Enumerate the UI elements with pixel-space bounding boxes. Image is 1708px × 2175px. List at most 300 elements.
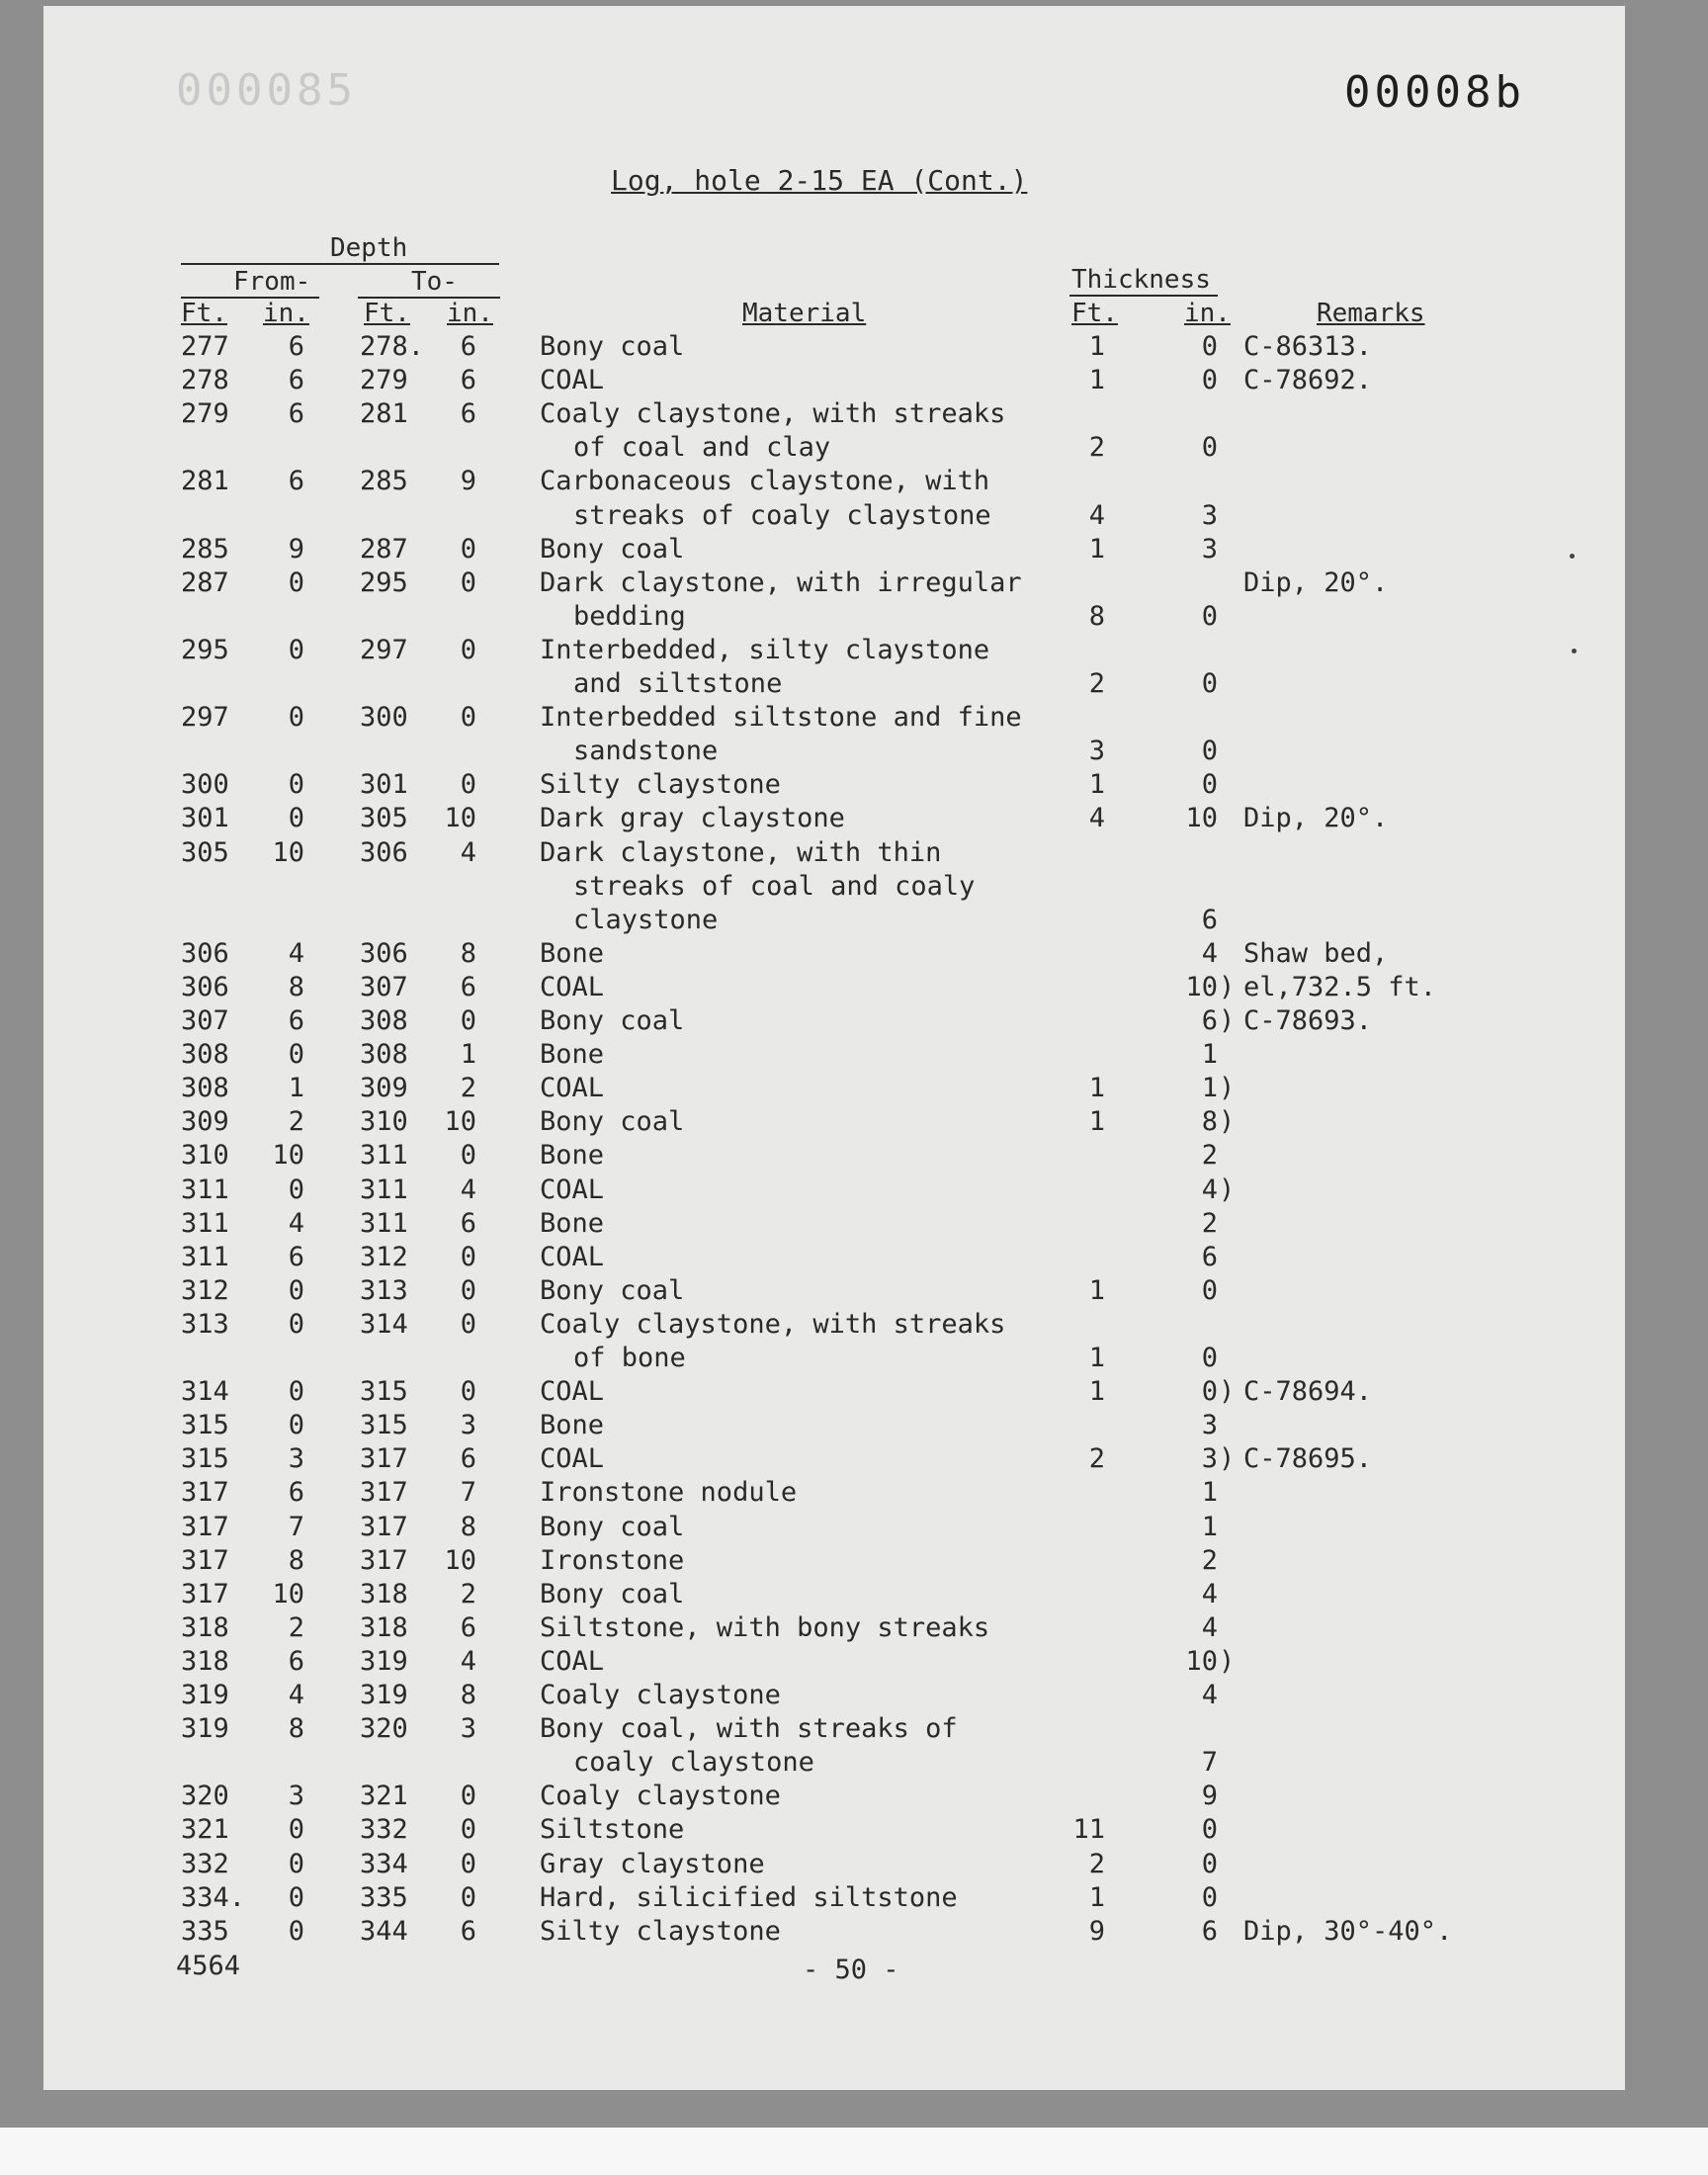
- remarks-text: Shaw bed,: [1243, 937, 1389, 969]
- from-ft: 300: [181, 769, 229, 801]
- material-text: Bony coal: [540, 1578, 685, 1610]
- bracket-mark: ): [1219, 1443, 1236, 1475]
- thickness-in: 1: [1201, 1511, 1218, 1542]
- material-text: COAL: [540, 1443, 605, 1475]
- from-in: 0: [288, 1274, 304, 1306]
- from-ft: 317: [181, 1477, 229, 1509]
- from-in: 3: [288, 1443, 304, 1475]
- thickness-ft: 3: [1088, 736, 1105, 767]
- thickness-ft: 4: [1088, 803, 1105, 834]
- from-ft: 301: [181, 803, 229, 834]
- thickness-in: 3: [1201, 1443, 1218, 1475]
- thickness-in: 0: [1201, 331, 1218, 362]
- material-text: Interbedded siltstone and fine: [540, 702, 1022, 734]
- to-in: 6: [460, 365, 476, 396]
- thickness-in: 1: [1201, 1477, 1218, 1509]
- bracket-mark: ): [1219, 1645, 1236, 1677]
- from-ft: 287: [181, 566, 229, 598]
- material-text: claystone: [573, 904, 719, 935]
- material-text: Bone: [540, 937, 605, 969]
- material-text: Bony coal: [540, 533, 685, 565]
- material-text: Dark gray claystone: [540, 803, 845, 834]
- material-text: Carbonaceous claystone, with: [540, 466, 990, 497]
- bracket-mark: ): [1219, 1376, 1236, 1408]
- material-text: COAL: [540, 1376, 605, 1408]
- from-in: 1: [288, 1073, 304, 1104]
- from-ft: 317: [181, 1544, 229, 1576]
- thickness-ft: 1: [1088, 1343, 1105, 1373]
- to-ft: 319: [360, 1680, 408, 1710]
- page-number: - 50 -: [803, 1955, 899, 1985]
- remarks-text: C-78695.: [1243, 1443, 1373, 1475]
- remarks-text: C-78694.: [1243, 1376, 1373, 1408]
- header-thickness: Thickness: [1071, 265, 1211, 295]
- to-in: 1: [460, 1039, 476, 1071]
- remarks-text: C-78692.: [1243, 365, 1373, 396]
- to-in: 0: [460, 1814, 476, 1846]
- thickness-in: 3: [1201, 499, 1218, 531]
- header-material: Material: [742, 299, 867, 328]
- from-ft: 305: [181, 836, 229, 868]
- to-ft: 315: [360, 1376, 408, 1408]
- material-text: of coal and clay: [573, 432, 831, 464]
- to-ft: 311: [360, 1140, 408, 1172]
- to-ft: 311: [360, 1207, 408, 1239]
- to-in: 7: [460, 1477, 476, 1509]
- to-ft: 306: [360, 937, 408, 969]
- from-in: 0: [288, 803, 304, 834]
- material-text: Gray claystone: [540, 1848, 765, 1879]
- header-from-ft: Ft.: [181, 299, 227, 328]
- from-in: 0: [288, 1881, 304, 1913]
- thickness-ft: 11: [1072, 1814, 1105, 1846]
- thickness-in: 7: [1201, 1747, 1218, 1779]
- to-in: 0: [460, 1140, 476, 1172]
- thickness-in: 0: [1201, 1274, 1218, 1306]
- to-ft: 313: [360, 1274, 408, 1306]
- from-ft: 318: [181, 1611, 229, 1643]
- to-in: 2: [460, 1578, 476, 1610]
- thickness-ft: 9: [1088, 1915, 1105, 1947]
- to-in: 0: [460, 533, 476, 565]
- to-in: 4: [460, 836, 476, 868]
- remarks-text: C-86313.: [1243, 331, 1373, 362]
- from-ft: 309: [181, 1106, 229, 1138]
- thickness-ft: 2: [1088, 668, 1105, 699]
- material-text: bedding: [573, 600, 686, 632]
- from-in: 6: [288, 1005, 304, 1036]
- from-ft: 334.: [181, 1881, 246, 1913]
- to-ft: 317: [360, 1443, 408, 1475]
- from-ft: 315: [181, 1443, 229, 1475]
- to-ft: 278.: [360, 331, 425, 362]
- to-ft: 317: [360, 1544, 408, 1576]
- from-in: 4: [288, 1680, 304, 1710]
- from-ft: 311: [181, 1174, 229, 1205]
- material-text: Dark claystone, with irregular: [540, 566, 1022, 598]
- material-text: COAL: [540, 1645, 605, 1677]
- from-in: 0: [288, 634, 304, 665]
- to-ft: 315: [360, 1410, 408, 1441]
- from-in: 2: [288, 1106, 304, 1138]
- thickness-in: 6: [1201, 1915, 1218, 1947]
- material-text: Bony coal, with streaks of: [540, 1713, 958, 1745]
- material-text: Hard, silicified siltstone: [540, 1881, 958, 1913]
- to-ft: 320: [360, 1713, 408, 1745]
- from-ft: 295: [181, 634, 229, 665]
- bleed-through-number: 000085: [176, 65, 357, 116]
- thickness-in: 1: [1201, 1039, 1218, 1071]
- header-from: From-: [233, 267, 311, 297]
- to-in: 10: [444, 803, 476, 834]
- from-ft: 332: [181, 1848, 229, 1879]
- bracket-mark: ): [1219, 1005, 1236, 1036]
- material-text: Bone: [540, 1207, 605, 1239]
- thickness-in: 0: [1201, 1881, 1218, 1913]
- header-to-ft: Ft.: [364, 299, 410, 328]
- to-ft: 308: [360, 1039, 408, 1071]
- from-in: 0: [288, 1376, 304, 1408]
- material-text: Bone: [540, 1039, 605, 1071]
- to-in: 6: [460, 331, 476, 362]
- material-text: Silty claystone: [540, 769, 781, 801]
- header-thickness-in: in.: [1184, 299, 1231, 328]
- thickness-in: 2: [1201, 1544, 1218, 1576]
- to-in: 0: [460, 769, 476, 801]
- from-ft: 311: [181, 1241, 229, 1272]
- from-in: 6: [288, 398, 304, 430]
- to-ft: 317: [360, 1477, 408, 1509]
- to-ft: 317: [360, 1511, 408, 1542]
- to-ft: 321: [360, 1781, 408, 1812]
- from-in: 3: [288, 1781, 304, 1812]
- thickness-in: 0: [1201, 432, 1218, 464]
- material-text: Silty claystone: [540, 1915, 781, 1947]
- from-in: 8: [288, 1713, 304, 1745]
- thickness-in: 10: [1185, 1645, 1218, 1677]
- thickness-in: 4: [1201, 1680, 1218, 1710]
- thickness-in: 6: [1201, 1005, 1218, 1036]
- from-ft: 297: [181, 702, 229, 734]
- from-in: 10: [272, 1140, 304, 1172]
- material-text: streaks of coal and coaly: [573, 870, 976, 902]
- material-text: Ironstone nodule: [540, 1477, 798, 1509]
- to-in: 0: [460, 702, 476, 734]
- thickness-ft: 1: [1088, 1073, 1105, 1104]
- thickness-in: 10: [1185, 803, 1218, 834]
- from-in: 0: [288, 1410, 304, 1441]
- material-text: coaly claystone: [573, 1747, 814, 1779]
- punch-mark: [1572, 649, 1577, 653]
- from-in: 7: [288, 1511, 304, 1542]
- material-text: of bone: [573, 1343, 686, 1373]
- material-text: Ironstone: [540, 1544, 685, 1576]
- thickness-in: 3: [1201, 1410, 1218, 1441]
- remarks-text: el,732.5 ft.: [1243, 971, 1437, 1002]
- thickness-in: 4: [1201, 937, 1218, 969]
- to-in: 0: [460, 1376, 476, 1408]
- to-in: 6: [460, 1611, 476, 1643]
- to-in: 0: [460, 1005, 476, 1036]
- to-ft: 318: [360, 1578, 408, 1610]
- thickness-ft: 2: [1088, 432, 1105, 464]
- from-in: 9: [288, 533, 304, 565]
- page-title: Log, hole 2-15 EA (Cont.): [611, 164, 1028, 197]
- from-in: 6: [288, 1645, 304, 1677]
- from-in: 0: [288, 566, 304, 598]
- to-ft: 295: [360, 566, 408, 598]
- from-ft: 312: [181, 1274, 229, 1306]
- header-depth: Depth: [330, 233, 408, 263]
- header-from-in: in.: [263, 299, 309, 328]
- remarks-text: C-78693.: [1243, 1005, 1373, 1036]
- header-depth-rule: [181, 263, 499, 265]
- from-ft: 321: [181, 1814, 229, 1846]
- to-ft: 344: [360, 1915, 408, 1947]
- from-ft: 318: [181, 1645, 229, 1677]
- from-ft: 314: [181, 1376, 229, 1408]
- thickness-in: 10: [1185, 971, 1218, 1002]
- header-to: To-: [411, 267, 458, 297]
- to-in: 6: [460, 971, 476, 1002]
- to-ft: 307: [360, 971, 408, 1002]
- material-text: Bone: [540, 1410, 605, 1441]
- thickness-in: 4: [1201, 1611, 1218, 1643]
- material-text: Dark claystone, with thin: [540, 836, 942, 868]
- thickness-ft: 1: [1088, 1106, 1105, 1138]
- to-ft: 300: [360, 702, 408, 734]
- footer-left-number: 4564: [176, 1951, 241, 1981]
- to-in: 0: [460, 1308, 476, 1340]
- to-ft: 287: [360, 533, 408, 565]
- to-in: 6: [460, 398, 476, 430]
- material-text: sandstone: [573, 736, 719, 767]
- from-in: 0: [288, 1174, 304, 1205]
- thickness-in: 3: [1201, 533, 1218, 565]
- from-ft: 317: [181, 1511, 229, 1542]
- thickness-in: 8: [1201, 1106, 1218, 1138]
- from-ft: 313: [181, 1308, 229, 1340]
- from-in: 6: [288, 331, 304, 362]
- header-to-in: in.: [447, 299, 493, 328]
- thickness-in: 1: [1201, 1073, 1218, 1104]
- to-in: 3: [460, 1410, 476, 1441]
- material-text: Bony coal: [540, 1005, 685, 1036]
- to-ft: 311: [360, 1174, 408, 1205]
- to-ft: 318: [360, 1611, 408, 1643]
- thickness-in: 6: [1201, 1241, 1218, 1272]
- thickness-in: 0: [1201, 736, 1218, 767]
- material-text: and siltstone: [573, 668, 783, 699]
- to-in: 8: [460, 1511, 476, 1542]
- to-ft: 285: [360, 466, 408, 497]
- to-in: 8: [460, 937, 476, 969]
- remarks-text: Dip, 30°-40°.: [1243, 1915, 1453, 1947]
- material-text: Coaly claystone: [540, 1781, 781, 1812]
- to-in: 3: [460, 1713, 476, 1745]
- thickness-in: 4: [1201, 1578, 1218, 1610]
- bracket-mark: ): [1219, 971, 1236, 1002]
- material-text: Coaly claystone, with streaks: [540, 398, 1006, 430]
- bracket-mark: ): [1219, 1106, 1236, 1138]
- thickness-in: 0: [1201, 769, 1218, 801]
- from-ft: 279: [181, 398, 229, 430]
- material-text: Siltstone: [540, 1814, 685, 1846]
- from-ft: 311: [181, 1207, 229, 1239]
- to-in: 4: [460, 1645, 476, 1677]
- thickness-in: 6: [1201, 904, 1218, 935]
- from-ft: 315: [181, 1410, 229, 1441]
- to-in: 6: [460, 1443, 476, 1475]
- from-in: 4: [288, 937, 304, 969]
- from-ft: 277: [181, 331, 229, 362]
- thickness-in: 0: [1201, 1376, 1218, 1408]
- material-text: Bony coal: [540, 1511, 685, 1542]
- to-ft: 308: [360, 1005, 408, 1036]
- to-ft: 334: [360, 1848, 408, 1879]
- thickness-ft: 1: [1088, 1881, 1105, 1913]
- from-in: 2: [288, 1611, 304, 1643]
- to-in: 8: [460, 1680, 476, 1710]
- thickness-ft: 1: [1088, 365, 1105, 396]
- thickness-in: 0: [1201, 600, 1218, 632]
- from-in: 10: [272, 836, 304, 868]
- material-text: Interbedded, silty claystone: [540, 634, 990, 665]
- from-in: 0: [288, 1915, 304, 1947]
- thickness-in: 0: [1201, 1343, 1218, 1373]
- to-ft: 305: [360, 803, 408, 834]
- to-in: 0: [460, 1274, 476, 1306]
- to-in: 0: [460, 1848, 476, 1879]
- material-text: COAL: [540, 1073, 605, 1104]
- header-thickness-rule: [1069, 295, 1218, 297]
- to-ft: 319: [360, 1645, 408, 1677]
- thickness-in: 2: [1201, 1207, 1218, 1239]
- document-number: 00008b: [1344, 67, 1525, 118]
- material-text: COAL: [540, 365, 605, 396]
- thickness-in: 2: [1201, 1140, 1218, 1172]
- from-ft: 285: [181, 533, 229, 565]
- thickness-ft: 8: [1088, 600, 1105, 632]
- thickness-ft: 1: [1088, 331, 1105, 362]
- remarks-text: Dip, 20°.: [1243, 566, 1389, 598]
- from-ft: 308: [181, 1039, 229, 1071]
- from-ft: 335: [181, 1915, 229, 1947]
- thickness-ft: 1: [1088, 1376, 1105, 1408]
- from-ft: 281: [181, 466, 229, 497]
- to-ft: 310: [360, 1106, 408, 1138]
- from-in: 0: [288, 1039, 304, 1071]
- thickness-ft: 1: [1088, 769, 1105, 801]
- material-text: COAL: [540, 1241, 605, 1272]
- to-ft: 297: [360, 634, 408, 665]
- to-ft: 332: [360, 1814, 408, 1846]
- from-in: 4: [288, 1207, 304, 1239]
- material-text: Bony coal: [540, 331, 685, 362]
- material-text: Coaly claystone, with streaks: [540, 1308, 1006, 1340]
- to-in: 0: [460, 1781, 476, 1812]
- to-ft: 312: [360, 1241, 408, 1272]
- material-text: Siltstone, with bony streaks: [540, 1611, 990, 1643]
- from-in: 6: [288, 1241, 304, 1272]
- to-in: 4: [460, 1174, 476, 1205]
- thickness-ft: 2: [1088, 1443, 1105, 1475]
- from-ft: 317: [181, 1578, 229, 1610]
- punch-mark: [1570, 554, 1575, 559]
- to-in: 0: [460, 1881, 476, 1913]
- thickness-in: 0: [1201, 668, 1218, 699]
- from-in: 8: [288, 971, 304, 1002]
- from-in: 6: [288, 1477, 304, 1509]
- material-text: Bone: [540, 1140, 605, 1172]
- to-in: 6: [460, 1207, 476, 1239]
- to-in: 9: [460, 466, 476, 497]
- from-ft: 278: [181, 365, 229, 396]
- thickness-ft: 1: [1088, 1274, 1105, 1306]
- to-ft: 279: [360, 365, 408, 396]
- from-in: 0: [288, 1814, 304, 1846]
- material-text: COAL: [540, 971, 605, 1002]
- to-ft: 306: [360, 836, 408, 868]
- to-in: 0: [460, 1241, 476, 1272]
- remarks-text: Dip, 20°.: [1243, 803, 1389, 834]
- to-ft: 301: [360, 769, 408, 801]
- from-in: 6: [288, 466, 304, 497]
- bracket-mark: ): [1219, 1174, 1236, 1205]
- thickness-in: 0: [1201, 1814, 1218, 1846]
- from-ft: 320: [181, 1781, 229, 1812]
- thickness-in: 9: [1201, 1781, 1218, 1812]
- from-ft: 307: [181, 1005, 229, 1036]
- header-thickness-ft: Ft.: [1071, 299, 1118, 328]
- from-ft: 306: [181, 971, 229, 1002]
- material-text: streaks of coaly claystone: [573, 499, 991, 531]
- thickness-ft: 4: [1088, 499, 1105, 531]
- thickness-in: 0: [1201, 365, 1218, 396]
- to-ft: 309: [360, 1073, 408, 1104]
- from-ft: 308: [181, 1073, 229, 1104]
- from-ft: 306: [181, 937, 229, 969]
- from-in: 0: [288, 1848, 304, 1879]
- to-in: 10: [444, 1544, 476, 1576]
- to-ft: 335: [360, 1881, 408, 1913]
- material-text: Bony coal: [540, 1106, 685, 1138]
- to-ft: 314: [360, 1308, 408, 1340]
- material-text: Coaly claystone: [540, 1680, 781, 1710]
- thickness-ft: 1: [1088, 533, 1105, 565]
- from-in: 0: [288, 702, 304, 734]
- thickness-in: 0: [1201, 1848, 1218, 1879]
- material-text: COAL: [540, 1174, 605, 1205]
- from-ft: 319: [181, 1680, 229, 1710]
- from-in: 6: [288, 365, 304, 396]
- to-ft: 281: [360, 398, 408, 430]
- from-in: 8: [288, 1544, 304, 1576]
- to-in: 10: [444, 1106, 476, 1138]
- thickness-in: 4: [1201, 1174, 1218, 1205]
- from-in: 0: [288, 1308, 304, 1340]
- from-in: 0: [288, 769, 304, 801]
- to-in: 2: [460, 1073, 476, 1104]
- material-text: Bony coal: [540, 1274, 685, 1306]
- to-in: 0: [460, 566, 476, 598]
- to-in: 6: [460, 1915, 476, 1947]
- scanner-bottom-strip: [0, 2128, 1708, 2175]
- bracket-mark: ): [1219, 1073, 1236, 1104]
- thickness-ft: 2: [1088, 1848, 1105, 1879]
- from-ft: 310: [181, 1140, 229, 1172]
- from-in: 10: [272, 1578, 304, 1610]
